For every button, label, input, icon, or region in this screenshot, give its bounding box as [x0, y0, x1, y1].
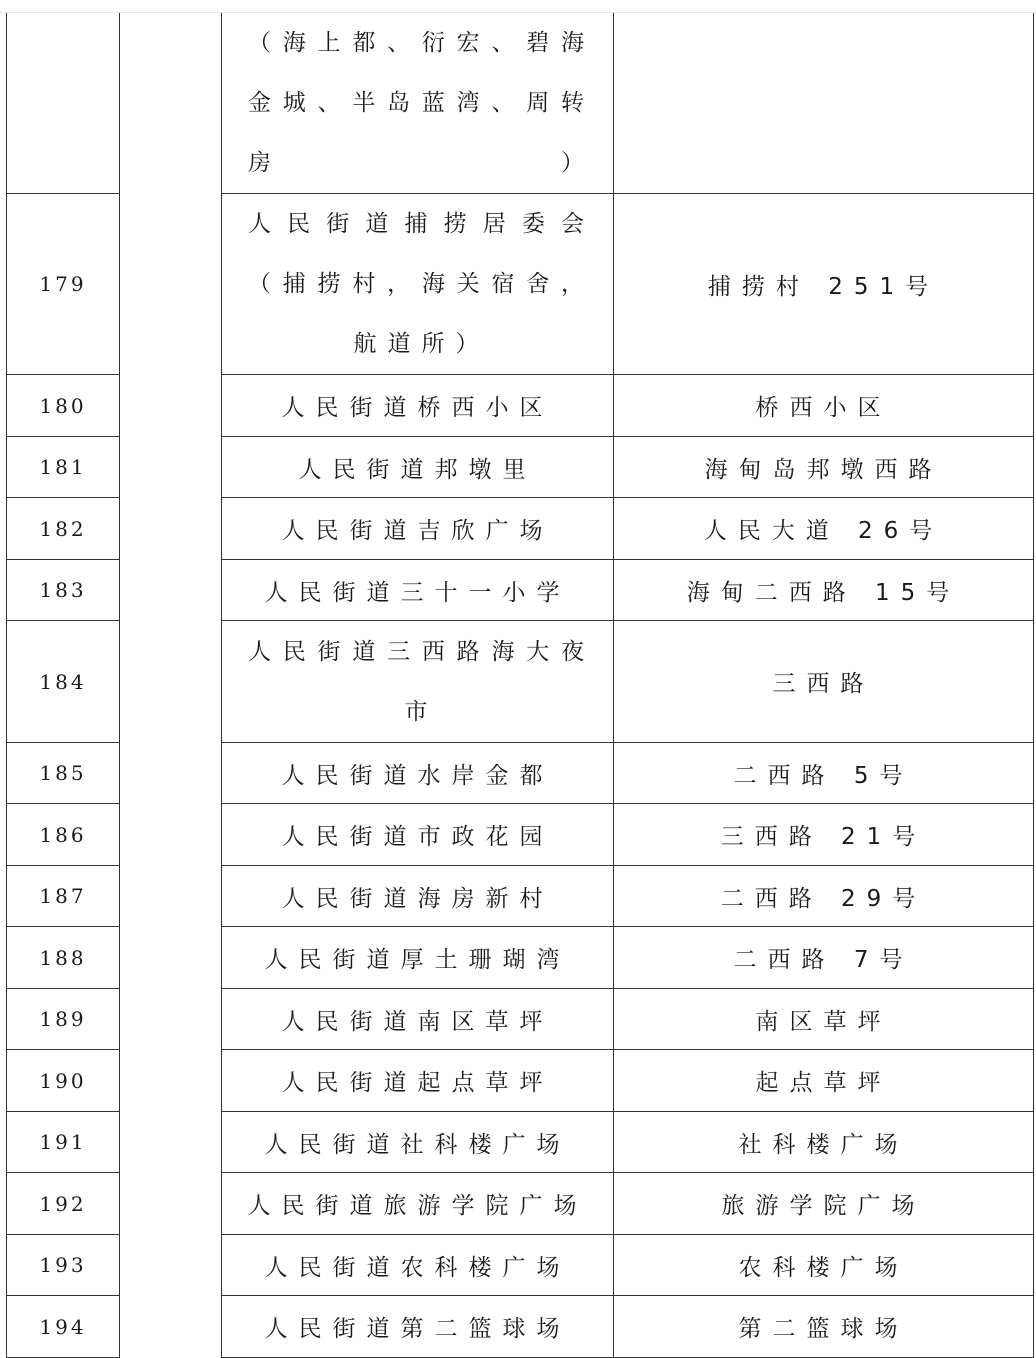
- venue-address: 二西路 7号: [614, 927, 1034, 989]
- table-row: [7, 560, 1034, 621]
- district-cell: [120, 927, 222, 989]
- table-row: [7, 1235, 1034, 1296]
- venue-name: 人民街道捕捞居委会（捕捞村，海关宿舍，航道所）: [222, 194, 614, 375]
- table-row: [7, 804, 1034, 866]
- venue-name: 人民街道海房新村: [222, 866, 614, 927]
- venue-name: 人民街道桥西小区: [222, 375, 614, 437]
- venue-name: 人民街道邦墩里: [222, 437, 614, 498]
- table-row: [7, 866, 1034, 927]
- district-cell: [120, 1050, 222, 1112]
- district-cell: [120, 866, 222, 927]
- venue-name: 人民街道农科楼广场: [222, 1235, 614, 1296]
- table-row: [7, 621, 1034, 743]
- table-row: [7, 13, 1034, 194]
- row-number: 194: [7, 1296, 120, 1358]
- venue-address: 海甸岛邦墩西路: [614, 437, 1034, 498]
- venue-address: 二西路 5号: [614, 743, 1034, 804]
- table-row: [7, 989, 1034, 1050]
- venue-name: 人民街道三西路海大夜市: [222, 621, 614, 743]
- table-row: [7, 927, 1034, 989]
- row-number: 179: [7, 194, 120, 375]
- venue-name: （海上都、衍宏、碧海金城、半岛蓝湾、周转房）: [222, 13, 614, 194]
- district-cell: [120, 13, 222, 194]
- venue-address: [614, 13, 1034, 194]
- row-number: 188: [7, 927, 120, 989]
- district-cell: [120, 743, 222, 804]
- venue-address: 海甸二西路 15号: [614, 560, 1034, 621]
- district-cell: [120, 498, 222, 560]
- table-row: [7, 375, 1034, 437]
- district-cell: [120, 621, 222, 743]
- venue-name: 人民街道吉欣广场: [222, 498, 614, 560]
- venue-address: 三西路: [614, 621, 1034, 743]
- row-number: 192: [7, 1173, 120, 1235]
- venue-name: 人民街道旅游学院广场: [222, 1173, 614, 1235]
- district-cell: [120, 437, 222, 498]
- row-number: 183: [7, 560, 120, 621]
- table-row: [7, 498, 1034, 560]
- table-row: [7, 1050, 1034, 1112]
- row-number: 185: [7, 743, 120, 804]
- row-number: 191: [7, 1112, 120, 1173]
- row-number: 187: [7, 866, 120, 927]
- district-cell: [120, 804, 222, 866]
- venue-address: 捕捞村 251号: [614, 194, 1034, 375]
- table-row: [7, 1173, 1034, 1235]
- venue-address: 社科楼广场: [614, 1112, 1034, 1173]
- venue-address: 三西路 21号: [614, 804, 1034, 866]
- district-cell: [120, 989, 222, 1050]
- district-cell: [120, 1235, 222, 1296]
- district-cell: [120, 375, 222, 437]
- venue-name: 人民街道起点草坪: [222, 1050, 614, 1112]
- district-cell: [120, 1173, 222, 1235]
- venue-address: 人民大道 26号: [614, 498, 1034, 560]
- district-cell: [120, 1296, 222, 1358]
- venue-name: 人民街道市政花园: [222, 804, 614, 866]
- venue-name: 人民街道第二篮球场: [222, 1296, 614, 1358]
- table-row: [7, 1112, 1034, 1173]
- venue-address: 南区草坪: [614, 989, 1034, 1050]
- row-number: [7, 13, 120, 194]
- table-row: [7, 194, 1034, 375]
- row-number: 181: [7, 437, 120, 498]
- venue-address: 二西路 29号: [614, 866, 1034, 927]
- venue-name: 人民街道社科楼广场: [222, 1112, 614, 1173]
- row-number: 180: [7, 375, 120, 437]
- venue-address: 第二篮球场: [614, 1296, 1034, 1358]
- table-row: [7, 437, 1034, 498]
- venue-address: 农科楼广场: [614, 1235, 1034, 1296]
- row-number: 182: [7, 498, 120, 560]
- row-number: 184: [7, 621, 120, 743]
- venue-name: 人民街道南区草坪: [222, 989, 614, 1050]
- venue-name: 人民街道三十一小学: [222, 560, 614, 621]
- venue-name: 人民街道厚土珊瑚湾: [222, 927, 614, 989]
- venue-table: [6, 13, 1034, 1358]
- venue-name: 人民街道水岸金都: [222, 743, 614, 804]
- district-cell: [120, 560, 222, 621]
- row-number: 189: [7, 989, 120, 1050]
- district-cell: [120, 1112, 222, 1173]
- table-row: [7, 743, 1034, 804]
- row-number: 190: [7, 1050, 120, 1112]
- venue-address: 旅游学院广场: [614, 1173, 1034, 1235]
- row-number: 186: [7, 804, 120, 866]
- venue-address: 起点草坪: [614, 1050, 1034, 1112]
- venue-address: 桥西小区: [614, 375, 1034, 437]
- table-row: [7, 1296, 1034, 1358]
- row-number: 193: [7, 1235, 120, 1296]
- district-cell: [120, 194, 222, 375]
